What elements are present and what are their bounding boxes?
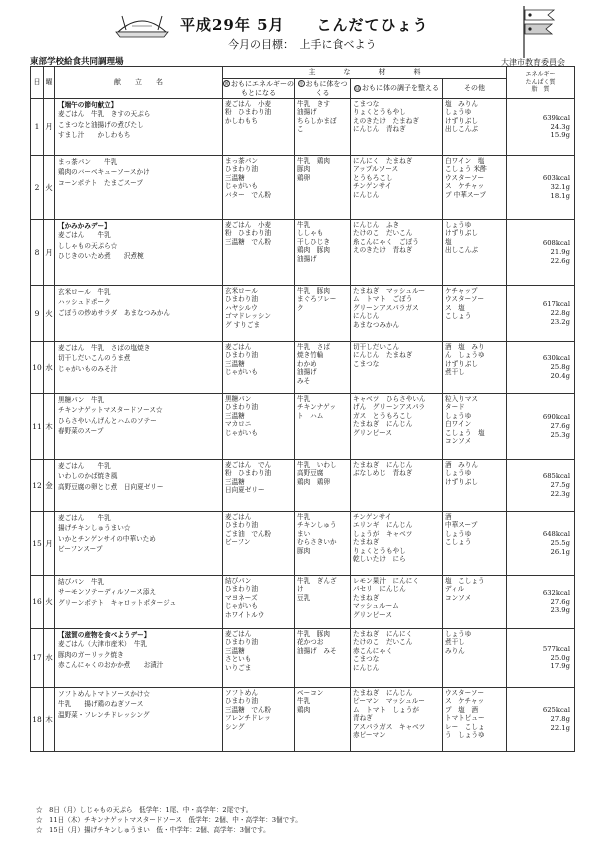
day-row	[31, 156, 575, 220]
menu-dishes	[55, 286, 223, 342]
dish-line: 温野菜・フレンチドレッシング	[58, 710, 150, 719]
dish-line: 高野豆腐の卵とじ煮 日向夏ゼリー	[58, 482, 164, 491]
day-date: 17	[31, 629, 44, 688]
menu-dishes	[55, 460, 223, 512]
dish-line: すまし汁 かしわもち	[58, 131, 131, 140]
regulating-foods: にんにく たまねぎ アップルソース とうもろこし チンゲンサイ にんじん	[351, 156, 443, 220]
dish-line: グリーンポテト キャロットポタージュ	[58, 598, 177, 607]
menu-dishes	[55, 342, 223, 394]
dish-line: 豚肉のガーリック焼き	[58, 650, 124, 659]
day-date: 15	[31, 512, 44, 576]
energy-foods: 麦ごはん ひまわり油 三温糖 さといも いりごま	[223, 629, 295, 688]
menu-body	[31, 99, 575, 752]
dish-line: まっ茶パン 牛乳	[58, 158, 118, 166]
body-building-foods: 牛乳 チキンナゲッ ト ハム	[295, 394, 351, 460]
red-group-tag: 赤	[298, 81, 304, 88]
footnote: ☆ 15日（月）揚げチキンしゅうまい 低・中学年：2個、高学年：3個です。	[36, 825, 270, 834]
other-seasonings: しょうゆ けずりぶし 塩 出しこんぶ	[443, 220, 507, 286]
day-row	[31, 512, 575, 576]
energy-foods: 結びパン ひまわり油 マヨネーズ じゃがいも ホワイトルウ	[223, 576, 295, 629]
dish-line: 玄米ロール 牛乳	[58, 288, 111, 296]
monthly-goal: 今月の目標： 上手に食べよう	[228, 38, 377, 51]
nutrition-values: 603kcal 32.1g 18.1g	[507, 156, 575, 220]
other-seasonings: 酒 中華スープ しょうゆ こしょう	[443, 512, 507, 576]
energy-foods: ソフトめん ひまわり油 三温糖 でん粉 フレンチドレッ シング	[223, 688, 295, 752]
dish-line: 赤こんにゃくのおかか煮 お漬汁	[58, 661, 164, 670]
regulating-foods: たまねぎ マッシュルー ム トマト ごぼう グリーンアスパラガス にんじん あまなつみかん	[351, 286, 443, 342]
koinobori-icon	[520, 4, 560, 58]
nutrition-values: 639kcal 24.3g 15.9g	[507, 99, 575, 156]
nutrition-values: 617kcal 22.8g 23.2g	[507, 286, 575, 342]
regulating-foods: チンゲンサイ エリンギ にんじん しょうが キャベツ たまねぎ りょくとうもやし 乾しいたけ にら	[351, 512, 443, 576]
green-group-tag: 緑	[355, 85, 361, 92]
day-of-week: 月	[44, 512, 55, 576]
other-seasonings: 白ワイン 塩 こしょう 米酢 ウスターソー ス ケチャッ プ 中華スープ	[443, 156, 507, 220]
dish-line: 鶏肉のバーベキューソースかけ	[58, 168, 150, 177]
header-red-group	[223, 79, 295, 99]
header-date: 日	[31, 67, 44, 99]
day-date: 8	[31, 220, 44, 286]
day-of-week: 月	[44, 99, 55, 156]
dish-line: 麦ごはん 牛乳 さばの塩焼き	[58, 344, 151, 352]
body-building-foods: 牛乳 鶏肉 豚肉 鶏卵	[295, 156, 351, 220]
regulating-foods: たまねぎ にんにく たけのこ だいこん 赤こんにゃく こまつな にんじん	[351, 629, 443, 688]
dish-line: ハッシュドポーク	[58, 298, 111, 307]
day-row	[31, 286, 575, 342]
nutrition-values: 608kcal 21.9g 22.6g	[507, 220, 575, 286]
board-of-education: 大津市教育委員会	[501, 58, 565, 67]
nutrition-values: 648kcal 25.5g 26.1g	[507, 512, 575, 576]
footnote: ☆ 11日（木）チキンナゲットマスタードソース 低学年：2個、中・高学年：3個です。	[36, 815, 302, 824]
dish-line: 結びパン 牛乳	[58, 578, 105, 586]
energy-foods: 麦ごはん でん 粉 ひまわり油 三温糖 日向夏ゼリー	[223, 460, 295, 512]
body-building-foods: 牛乳 ししゃも 干しひじき 鶏肉 豚肉 油揚げ	[295, 220, 351, 286]
body-building-foods: 牛乳 豚肉 花かつお 油揚げ みそ	[295, 629, 351, 688]
day-date: 9	[31, 286, 44, 342]
menu-dishes	[55, 156, 223, 220]
dish-line: ししゃもの天ぷら☆	[58, 241, 118, 250]
regulating-foods: にんじん ふき たけのこ だいこん 糸こんにゃく ごぼう えのきたけ 青ねぎ	[351, 220, 443, 286]
special-event-label: 【滋賀の産物を食べようデー】	[58, 631, 151, 639]
regulating-foods: レモン果汁 にんにく パセリ にんじん たまねぎ マッシュルーム グリンピース	[351, 576, 443, 629]
menu-dishes	[55, 99, 223, 156]
energy-foods: 玄米ロール ひまわり油 ハヤシルウ ゴマドレッシン グ すりごま	[223, 286, 295, 342]
dish-line: 麦ごはん 牛乳 きすの天ぷら	[58, 110, 151, 119]
regulating-foods: 切干しだいこん にんじん たまねぎ こまつな	[351, 342, 443, 394]
day-row	[31, 220, 575, 286]
dish-line: 黒糖パン 牛乳	[58, 396, 105, 404]
header-ingredients: 主 な 材 料	[223, 67, 507, 79]
energy-foods: 黒糖パン ひまわり油 三温糖 マカロニ じゃがいも	[223, 394, 295, 460]
header-dow: 曜	[44, 67, 55, 99]
dish-line: 春野菜のスープ	[58, 427, 104, 436]
header-energy	[507, 67, 575, 99]
header-green-group	[351, 79, 443, 99]
day-of-week: 火	[44, 286, 55, 342]
day-of-week: 水	[44, 342, 55, 394]
day-row	[31, 342, 575, 394]
day-of-week: 火	[44, 156, 55, 220]
nutrition-values: 690kcal 27.6g 25.3g	[507, 394, 575, 460]
menu-dishes	[55, 220, 223, 286]
nutrition-values: 685kcal 27.5g 22.3g	[507, 460, 575, 512]
page-title: 平成29年 5月 こんだてひょう	[180, 16, 429, 34]
header-yellow-label: おもに体をつくる	[305, 79, 348, 97]
body-building-foods: 牛乳 さば 焼き竹輪 わかめ 油揚げ みそ	[295, 342, 351, 394]
day-row	[31, 629, 575, 688]
other-seasonings: 酒 みりん しょうゆ けずりぶし	[443, 460, 507, 512]
energy-foods: 麦ごはん 小麦 粉 ひまわり油 かしわもち	[223, 99, 295, 156]
day-date: 18	[31, 688, 44, 752]
dish-line: こまつなと油揚げの煮びたし	[58, 120, 144, 129]
footnote: ☆ 8日（月）しじゃもの天ぷら 低学年：1尾、中・高学年：2尾です。	[36, 806, 253, 814]
energy-foods: 麦ごはん ひまわり油 三温糖 じゃがいも	[223, 342, 295, 394]
other-seasonings: ケチャップ ウスターソー ス 塩 こしょう	[443, 286, 507, 342]
dish-line: ひじきのいため煮 沢煮椀	[58, 252, 144, 261]
dish-line: ひらさやいんげんとハムのソテー	[58, 416, 157, 425]
menu-dishes	[55, 394, 223, 460]
dish-line: 麦ごはん 牛乳	[58, 231, 111, 240]
organization-name: 東部学校給食共同調理場	[30, 57, 124, 67]
dish-line: ソフトめんトマトソースかけ☆	[58, 690, 150, 698]
regulating-foods: キャベツ ひらさやいん げん グリーンアスパラ ガス とうもろこし たまねぎ にんじん グリンピース	[351, 394, 443, 460]
dish-line: いわしのかば焼き風	[58, 472, 118, 481]
regulating-foods: たまねぎ にんじん ピーマン マッシュルー ム トマト しょうが 青ねぎ アスパラガス キャベツ 赤ピーマン	[351, 688, 443, 752]
body-building-foods: ベーコン 牛乳 鶏肉	[295, 688, 351, 752]
day-date: 10	[31, 342, 44, 394]
dish-line: 麦ごはん（大津市産米） 牛乳	[58, 640, 148, 649]
body-building-foods: 牛乳 いわし 高野豆腐 鶏肉 鶏卵	[295, 460, 351, 512]
day-date: 12	[31, 460, 44, 512]
menu-table	[30, 66, 575, 752]
kabuto-helmet-icon	[112, 8, 172, 40]
menu-dishes	[55, 576, 223, 629]
page-header	[0, 0, 599, 67]
yellow-group-tag: 黄	[224, 81, 230, 88]
dish-line: 麦ごはん 牛乳	[58, 514, 111, 522]
dish-line: ビーフンスープ	[58, 545, 103, 554]
dish-line: いかとチンゲンサイの中華いため	[58, 534, 156, 543]
day-date: 1	[31, 99, 44, 156]
dish-line: チキンナゲットマスタードソース☆	[58, 406, 163, 415]
special-event-label: 【かみかみデー】	[58, 222, 111, 230]
dish-line: コーンポテト たまごスープ	[58, 178, 143, 187]
day-row	[31, 576, 575, 629]
day-date: 11	[31, 394, 44, 460]
day-row	[31, 460, 575, 512]
dish-line: サーモンソテーディルソース添え	[58, 588, 157, 597]
dish-line: じゃがいものみそ汁	[58, 364, 118, 373]
menu-dishes	[55, 512, 223, 576]
menu-dishes	[55, 629, 223, 688]
day-of-week: 金	[44, 460, 55, 512]
nutrition-values: 577kcal 25.0g 17.9g	[507, 629, 575, 688]
other-seasonings: 酒 塩 みり ん しょうゆ けずりぶし 煮干し	[443, 342, 507, 394]
other-seasonings: 塩 こしょう ディル コンソメ	[443, 576, 507, 629]
day-of-week: 水	[44, 629, 55, 688]
body-building-foods: 牛乳 きす 油揚げ ちらしかまぼ こ	[295, 99, 351, 156]
nutrition-values: 625kcal 27.8g 22.1g	[507, 688, 575, 752]
nutrition-values: 632kcal 27.6g 23.9g	[507, 576, 575, 629]
day-row	[31, 688, 575, 752]
other-seasonings: ウスターソー ス ケチャッ プ 塩 酒 トマトピュー レー こしょ う しょうゆ	[443, 688, 507, 752]
header-green-label: おもに体の調子を整える	[362, 84, 439, 93]
other-seasonings: しょうゆ 煮干し みりん	[443, 629, 507, 688]
other-seasonings: 塩 みりん しょうゆ けずりぶし 出しこんぶ	[443, 99, 507, 156]
header-other: その他	[443, 79, 507, 99]
header-yellow-group	[295, 79, 351, 99]
day-row	[31, 99, 575, 156]
other-seasonings: 粒入りマス タード しょうゆ 白ワイン こしょう 塩 コンソメ	[443, 394, 507, 460]
body-building-foods: 牛乳 ぎんざ け 豆乳	[295, 576, 351, 629]
header-energy-label: エネルギー たんぱく質 脂 質	[525, 70, 556, 94]
menu-dishes	[55, 688, 223, 752]
day-of-week: 月	[44, 220, 55, 286]
nutrition-values: 630kcal 25.8g 20.4g	[507, 342, 575, 394]
footnotes	[36, 806, 302, 836]
energy-foods: 麦ごはん 小麦 粉 ひまわり油 三温糖 でん粉	[223, 220, 295, 286]
regulating-foods: たまねぎ にんじん ぶなしめじ 青ねぎ	[351, 460, 443, 512]
energy-foods: 麦ごはん ひまわり油 ごま油 でん粉 ビーフン	[223, 512, 295, 576]
header-red-label: おもにエネルギーのもとになる	[231, 79, 294, 97]
header-menu: 献 立 名	[55, 67, 223, 99]
dish-line: 切干しだいこんのうま煮	[58, 354, 131, 363]
dish-line: 揚げチキンしゅうまい☆	[58, 524, 131, 533]
day-date: 16	[31, 576, 44, 629]
day-of-week: 木	[44, 688, 55, 752]
body-building-foods: 牛乳 チキンしゅう まい むらさきいか 豚肉	[295, 512, 351, 576]
day-date: 2	[31, 156, 44, 220]
body-building-foods: 牛乳 豚肉 まぐろフレー ク	[295, 286, 351, 342]
regulating-foods: こまつな りょくとうもやし えのきたけ たまねぎ にんじん 青ねぎ	[351, 99, 443, 156]
energy-foods: まっ茶パン ひまわり油 三温糖 じゃがいも バター でん粉	[223, 156, 295, 220]
dish-line: 牛乳 揚げ鶏のねぎソース	[58, 700, 144, 709]
day-of-week: 火	[44, 576, 55, 629]
day-of-week: 木	[44, 394, 55, 460]
special-event-label: 【端午の節句献立】	[58, 101, 118, 109]
dish-line: ごぼうの炒めサラダ あまなつみかん	[58, 308, 171, 317]
day-row	[31, 394, 575, 460]
dish-line: 麦ごはん 牛乳	[58, 462, 111, 470]
